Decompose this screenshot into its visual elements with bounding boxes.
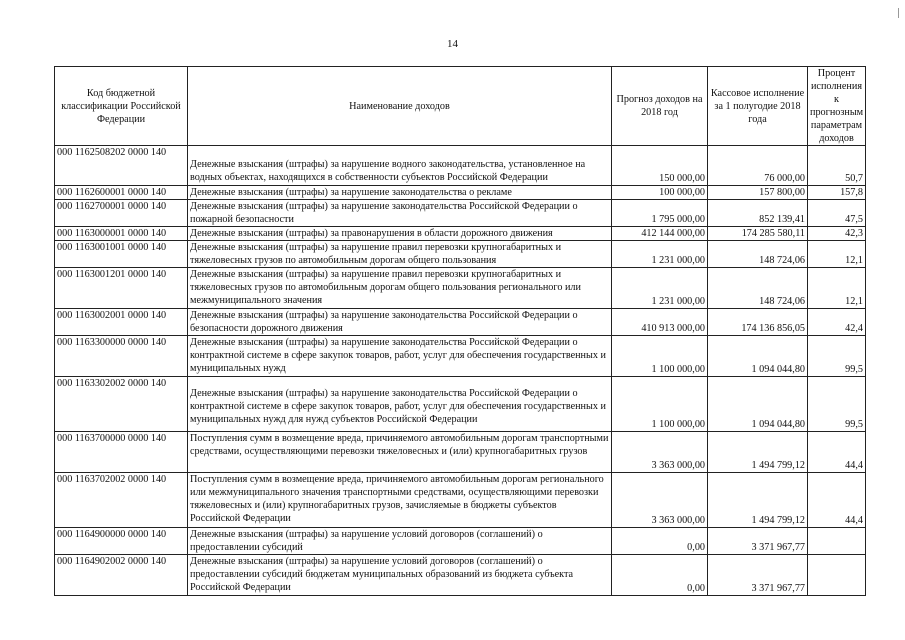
row-percent: 44,4 <box>808 473 866 528</box>
row-name: Денежные взыскания (штрафы) за нарушение условий договоров (соглашений) о предоставлении субсидий <box>188 528 612 555</box>
row-name: Денежные взыскания (штрафы) за нарушение законодательства Российской Федерации о контрактной системе в сфере закупок товаров, работ, услуг для обеспечения государственных и муниципальных нужд для нужд субъектов Российской Федерации <box>188 377 612 432</box>
row-name: Денежные взыскания (штрафы) за нарушение условий договоров (соглашений) о предоставлении субсидий бюджетам муниципальных образований из бюджета субъекта Российской Федерации <box>188 555 612 596</box>
table-row <box>55 146 866 186</box>
row-forecast: 1 100 000,00 <box>612 336 708 377</box>
row-code: 000 1162700001 0000 140 <box>55 200 188 227</box>
header-forecast: Прогноз доходов на 2018 год <box>612 67 708 146</box>
table-row <box>55 268 866 309</box>
row-code: 000 1163000001 0000 140 <box>55 227 188 241</box>
row-percent: 50,7 <box>808 146 866 186</box>
row-name: Денежные взыскания (штрафы) за нарушение законодательства о рекламе <box>188 186 612 200</box>
row-code: 000 1163001001 0000 140 <box>55 241 188 268</box>
table-row <box>55 227 866 241</box>
table-row <box>55 200 866 227</box>
row-code: 000 1163001201 0000 140 <box>55 268 188 309</box>
row-percent: 157,8 <box>808 186 866 200</box>
page-number: 14 <box>447 38 458 50</box>
table-row <box>55 528 866 555</box>
row-forecast: 1 231 000,00 <box>612 241 708 268</box>
table-header-row <box>55 67 866 146</box>
row-execution: 1 494 799,12 <box>708 473 808 528</box>
row-code: 000 1164900000 0000 140 <box>55 528 188 555</box>
row-name: Денежные взыскания (штрафы) за нарушение законодательства Российской Федерации о контрактной системе в сфере закупок товаров, работ, услуг для обеспечения государственных и муниципальных нужд <box>188 336 612 377</box>
row-execution: 148 724,06 <box>708 241 808 268</box>
row-code: 000 1163002001 0000 140 <box>55 309 188 336</box>
row-execution: 148 724,06 <box>708 268 808 309</box>
row-code: 000 1162600001 0000 140 <box>55 186 188 200</box>
row-forecast: 3 363 000,00 <box>612 473 708 528</box>
row-code: 000 1163700000 0000 140 <box>55 432 188 473</box>
row-code: 000 1162508202 0000 140 <box>55 146 188 186</box>
row-name: Денежные взыскания (штрафы) за нарушение законодательства Российской Федерации о пожарной безопасности <box>188 200 612 227</box>
table-row <box>55 377 866 432</box>
row-name: Денежные взыскания (штрафы) за нарушение водного законодательства, установленное на водных объектах, находящихся в собственности субъектов Российской Федерации <box>188 146 612 186</box>
row-percent: 44,4 <box>808 432 866 473</box>
row-execution: 3 371 967,77 <box>708 555 808 596</box>
row-code: 000 1163302002 0000 140 <box>55 377 188 432</box>
header-name: Наименование доходов <box>188 67 612 146</box>
row-forecast: 100 000,00 <box>612 186 708 200</box>
row-forecast: 150 000,00 <box>612 146 708 186</box>
row-code: 000 1164902002 0000 140 <box>55 555 188 596</box>
row-name: Денежные взыскания (штрафы) за нарушение правил перевозки крупногабаритных и тяжеловесных грузов по автомобильным дорогам общего пользования <box>188 241 612 268</box>
row-execution: 157 800,00 <box>708 186 808 200</box>
row-percent <box>808 528 866 555</box>
table-row <box>55 555 866 596</box>
row-forecast: 1 231 000,00 <box>612 268 708 309</box>
row-code: 000 1163300000 0000 140 <box>55 336 188 377</box>
row-forecast: 3 363 000,00 <box>612 432 708 473</box>
row-percent: 99,5 <box>808 336 866 377</box>
row-percent: 42,3 <box>808 227 866 241</box>
row-execution: 174 136 856,05 <box>708 309 808 336</box>
row-forecast: 412 144 000,00 <box>612 227 708 241</box>
row-code: 000 1163702002 0000 140 <box>55 473 188 528</box>
row-name: Поступления сумм в возмещение вреда, причиняемого автомобильным дорогам транспортными средствами, осуществляющими перевозки тяжеловесных и (или) крупногабаритных грузов <box>188 432 612 473</box>
row-name: Поступления сумм в возмещение вреда, причиняемого автомобильным дорогам регионального или межмуниципального значения транспортными средствами, осуществляющими перевозки тяжеловесных и (или) крупногабаритных грузов, зачисляемые в бюджеты субъектов Российской Федерации <box>188 473 612 528</box>
row-name: Денежные взыскания (штрафы) за нарушение правил перевозки крупногабаритных и тяжеловесных грузов по автомобильным дорогам общего пользования регионального или межмуниципального значения <box>188 268 612 309</box>
header-percent: Процент исполнения к прогнозным параметрам доходов <box>808 67 866 146</box>
row-forecast: 1 795 000,00 <box>612 200 708 227</box>
table-row <box>55 432 866 473</box>
row-forecast: 0,00 <box>612 555 708 596</box>
row-percent <box>808 555 866 596</box>
table-row <box>55 241 866 268</box>
row-percent: 12,1 <box>808 268 866 309</box>
table-row <box>55 186 866 200</box>
row-execution: 1 094 044,80 <box>708 377 808 432</box>
row-execution: 1 094 044,80 <box>708 336 808 377</box>
row-execution: 174 285 580,11 <box>708 227 808 241</box>
row-name: Денежные взыскания (штрафы) за правонарушения в области дорожного движения <box>188 227 612 241</box>
row-execution: 76 000,00 <box>708 146 808 186</box>
header-execution: Кассовое исполнение за 1 полугодие 2018 года <box>708 67 808 146</box>
header-code: Код бюджетной классификации Российской Федерации <box>55 67 188 146</box>
row-forecast: 0,00 <box>612 528 708 555</box>
row-execution: 3 371 967,77 <box>708 528 808 555</box>
row-forecast: 410 913 000,00 <box>612 309 708 336</box>
table-row <box>55 473 866 528</box>
row-percent: 12,1 <box>808 241 866 268</box>
row-execution: 852 139,41 <box>708 200 808 227</box>
table-row <box>55 309 866 336</box>
row-percent: 42,4 <box>808 309 866 336</box>
row-percent: 99,5 <box>808 377 866 432</box>
budget-revenue-table <box>54 66 866 596</box>
margin-mark <box>898 8 899 18</box>
table-row <box>55 336 866 377</box>
row-name: Денежные взыскания (штрафы) за нарушение законодательства Российской Федерации о безопасности дорожного движения <box>188 309 612 336</box>
row-execution: 1 494 799,12 <box>708 432 808 473</box>
row-forecast: 1 100 000,00 <box>612 377 708 432</box>
row-percent: 47,5 <box>808 200 866 227</box>
